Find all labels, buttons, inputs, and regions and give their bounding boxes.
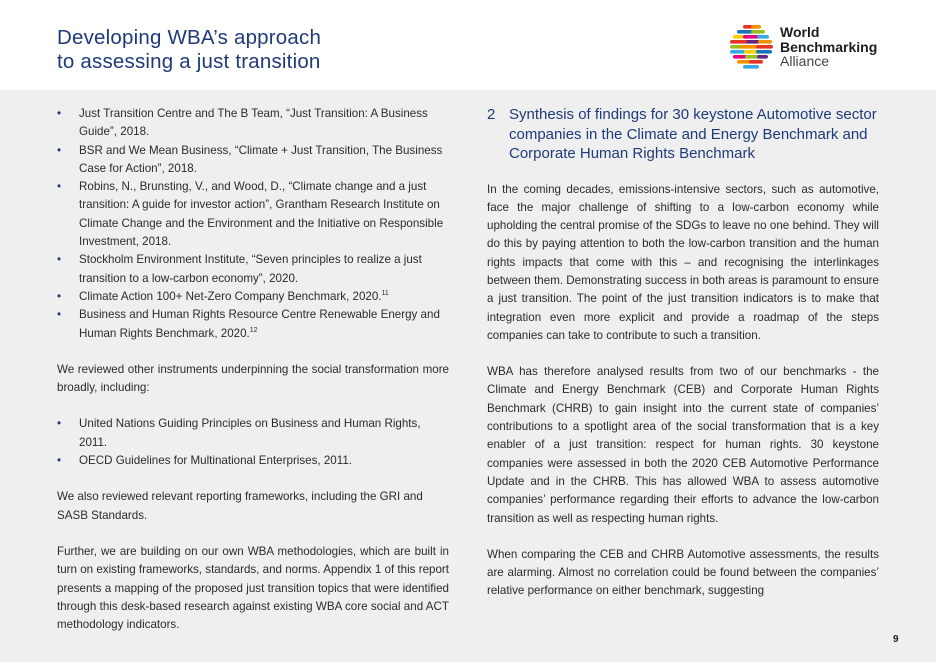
- paragraph-3: When comparing the CEB and CHRB Automotive assessments, the results are alarming. Almost no correlation could be found between the companies’ relative performance on either benchmark, suggesting: [487, 547, 879, 598]
- footnote-ref[interactable]: 12: [249, 326, 258, 334]
- section-heading: [487, 105, 879, 164]
- logo-line-alliance: Alliance: [780, 53, 830, 69]
- list-item-text: BSR and We Mean Business, “Climate + Just Transition, The Business Case for Action”, 2018.: [79, 143, 443, 175]
- list-item-text: Business and Human Rights Resource Centre Renewable Energy and Human Rights Benchmark, 2020.: [79, 308, 440, 340]
- paragraph-instruments: We reviewed other instruments underpinning the social transformation more broadly, including:: [57, 362, 449, 395]
- bullet-icon: •: [57, 143, 62, 157]
- bullet-icon: •: [57, 289, 62, 303]
- list-item: [57, 105, 449, 142]
- logo-line-benchmarking: Benchmarking: [780, 38, 878, 55]
- list-item-text: Just Transition Centre and The B Team, “Just Transition: A Business Guide”, 2018.: [79, 107, 428, 139]
- instruments-list: [57, 415, 449, 470]
- list-item-text: OECD Guidelines for Multinational Enterprises, 2011.: [79, 454, 353, 468]
- bullet-icon: •: [57, 180, 62, 194]
- bullet-icon: •: [57, 107, 62, 120]
- left-column: [57, 105, 449, 634]
- list-item: [57, 288, 449, 306]
- right-column: [487, 105, 879, 601]
- paragraph-methodologies: Further, we are building on our own WBA methodologies, which are built in turn on existing frameworks, standards, and norms. Appendix 1 of this report presents a mapping of the proposed just transition topics that were identified through this desk-based research against existing WBA core social and ACT methodology indicators.: [57, 544, 449, 632]
- list-item-text: Climate Action 100+ Net-Zero Company Benchmark, 2020.: [79, 289, 382, 303]
- section-number: 2: [487, 106, 496, 123]
- list-item: [57, 251, 449, 288]
- page-title-line-1: Developing WBA’s approach: [57, 26, 322, 49]
- wba-logo-text: [780, 25, 877, 69]
- list-item-text: United Nations Guiding Principles on Business and Human Rights, 2011.: [79, 417, 421, 449]
- wba-logo-mark-icon: [729, 24, 775, 70]
- logo-line-world: World: [780, 24, 820, 40]
- list-item: [57, 142, 449, 179]
- list-item: [57, 452, 449, 470]
- page-number: 9: [893, 634, 899, 645]
- wba-logo: [729, 22, 889, 74]
- paragraph-2: WBA has therefore analysed results from two of our benchmarks - the Climate and Energy Benchmark (CEB) and Corporate Human Rights Benchmark (CHRB) to gain insight into the current state of companies’ contributions to a spotlight area of the social transformation that is a key enabler of a just transition: respect for human rights. 30 keystone companies were assessed in both the 2020 CEB Automotive Performance Update and in the CHRB. This has allowed WBA to assess automotive companies’ performance regarding their efforts to advance the low-carbon transition as well as respecting human rights.: [487, 365, 879, 525]
- bullet-icon: •: [57, 253, 62, 267]
- sources-list: [57, 105, 449, 343]
- section-title: Synthesis of findings for 30 keystone Automotive sector companies in the Climate and Energy Benchmark and Corporate Human Rights Benchmark: [509, 106, 877, 162]
- footnote-ref[interactable]: 11: [381, 290, 389, 298]
- bullet-icon: •: [57, 417, 62, 431]
- bullet-icon: •: [57, 308, 62, 322]
- page-title-line-2: to assessing a just transition: [57, 50, 321, 73]
- list-item: [57, 415, 449, 452]
- list-item: [57, 306, 449, 343]
- page-title: [57, 26, 321, 74]
- list-item: [57, 178, 449, 251]
- page-header: [0, 0, 936, 90]
- paragraph-1: In the coming decades, emissions-intensive sectors, such as automotive, face the major challenge of shifting to a low-carbon economy while upholding the central promise of the SDGs to leave no one behind. They will do this by paying attention to both the low-carbon transition and the human rights impacts that come with this – and recognising the interlinkages between them. Demonstrating success in both areas is paramount to ensure a just transition. The point of the just transition indicators is to make that integration even more explicit and provide a roadmap of the steps companies can take to contribute to such a transition.: [487, 182, 879, 342]
- paragraph-frameworks: We also reviewed relevant reporting frameworks, including the GRI and SASB Standards.: [57, 490, 423, 522]
- list-item-text: Robins, N., Brunsting, V., and Wood, D., “Climate change and a just transition: A guide for investor action”, Grantham Research Institute on Climate Change and the Environment and the Initiative on Responsible Investment, 2018.: [79, 180, 444, 249]
- bullet-icon: •: [57, 454, 62, 468]
- list-item-text: Stockholm Environment Institute, “Seven principles to realize a just transition to a low-carbon economy”, 2020.: [79, 253, 422, 285]
